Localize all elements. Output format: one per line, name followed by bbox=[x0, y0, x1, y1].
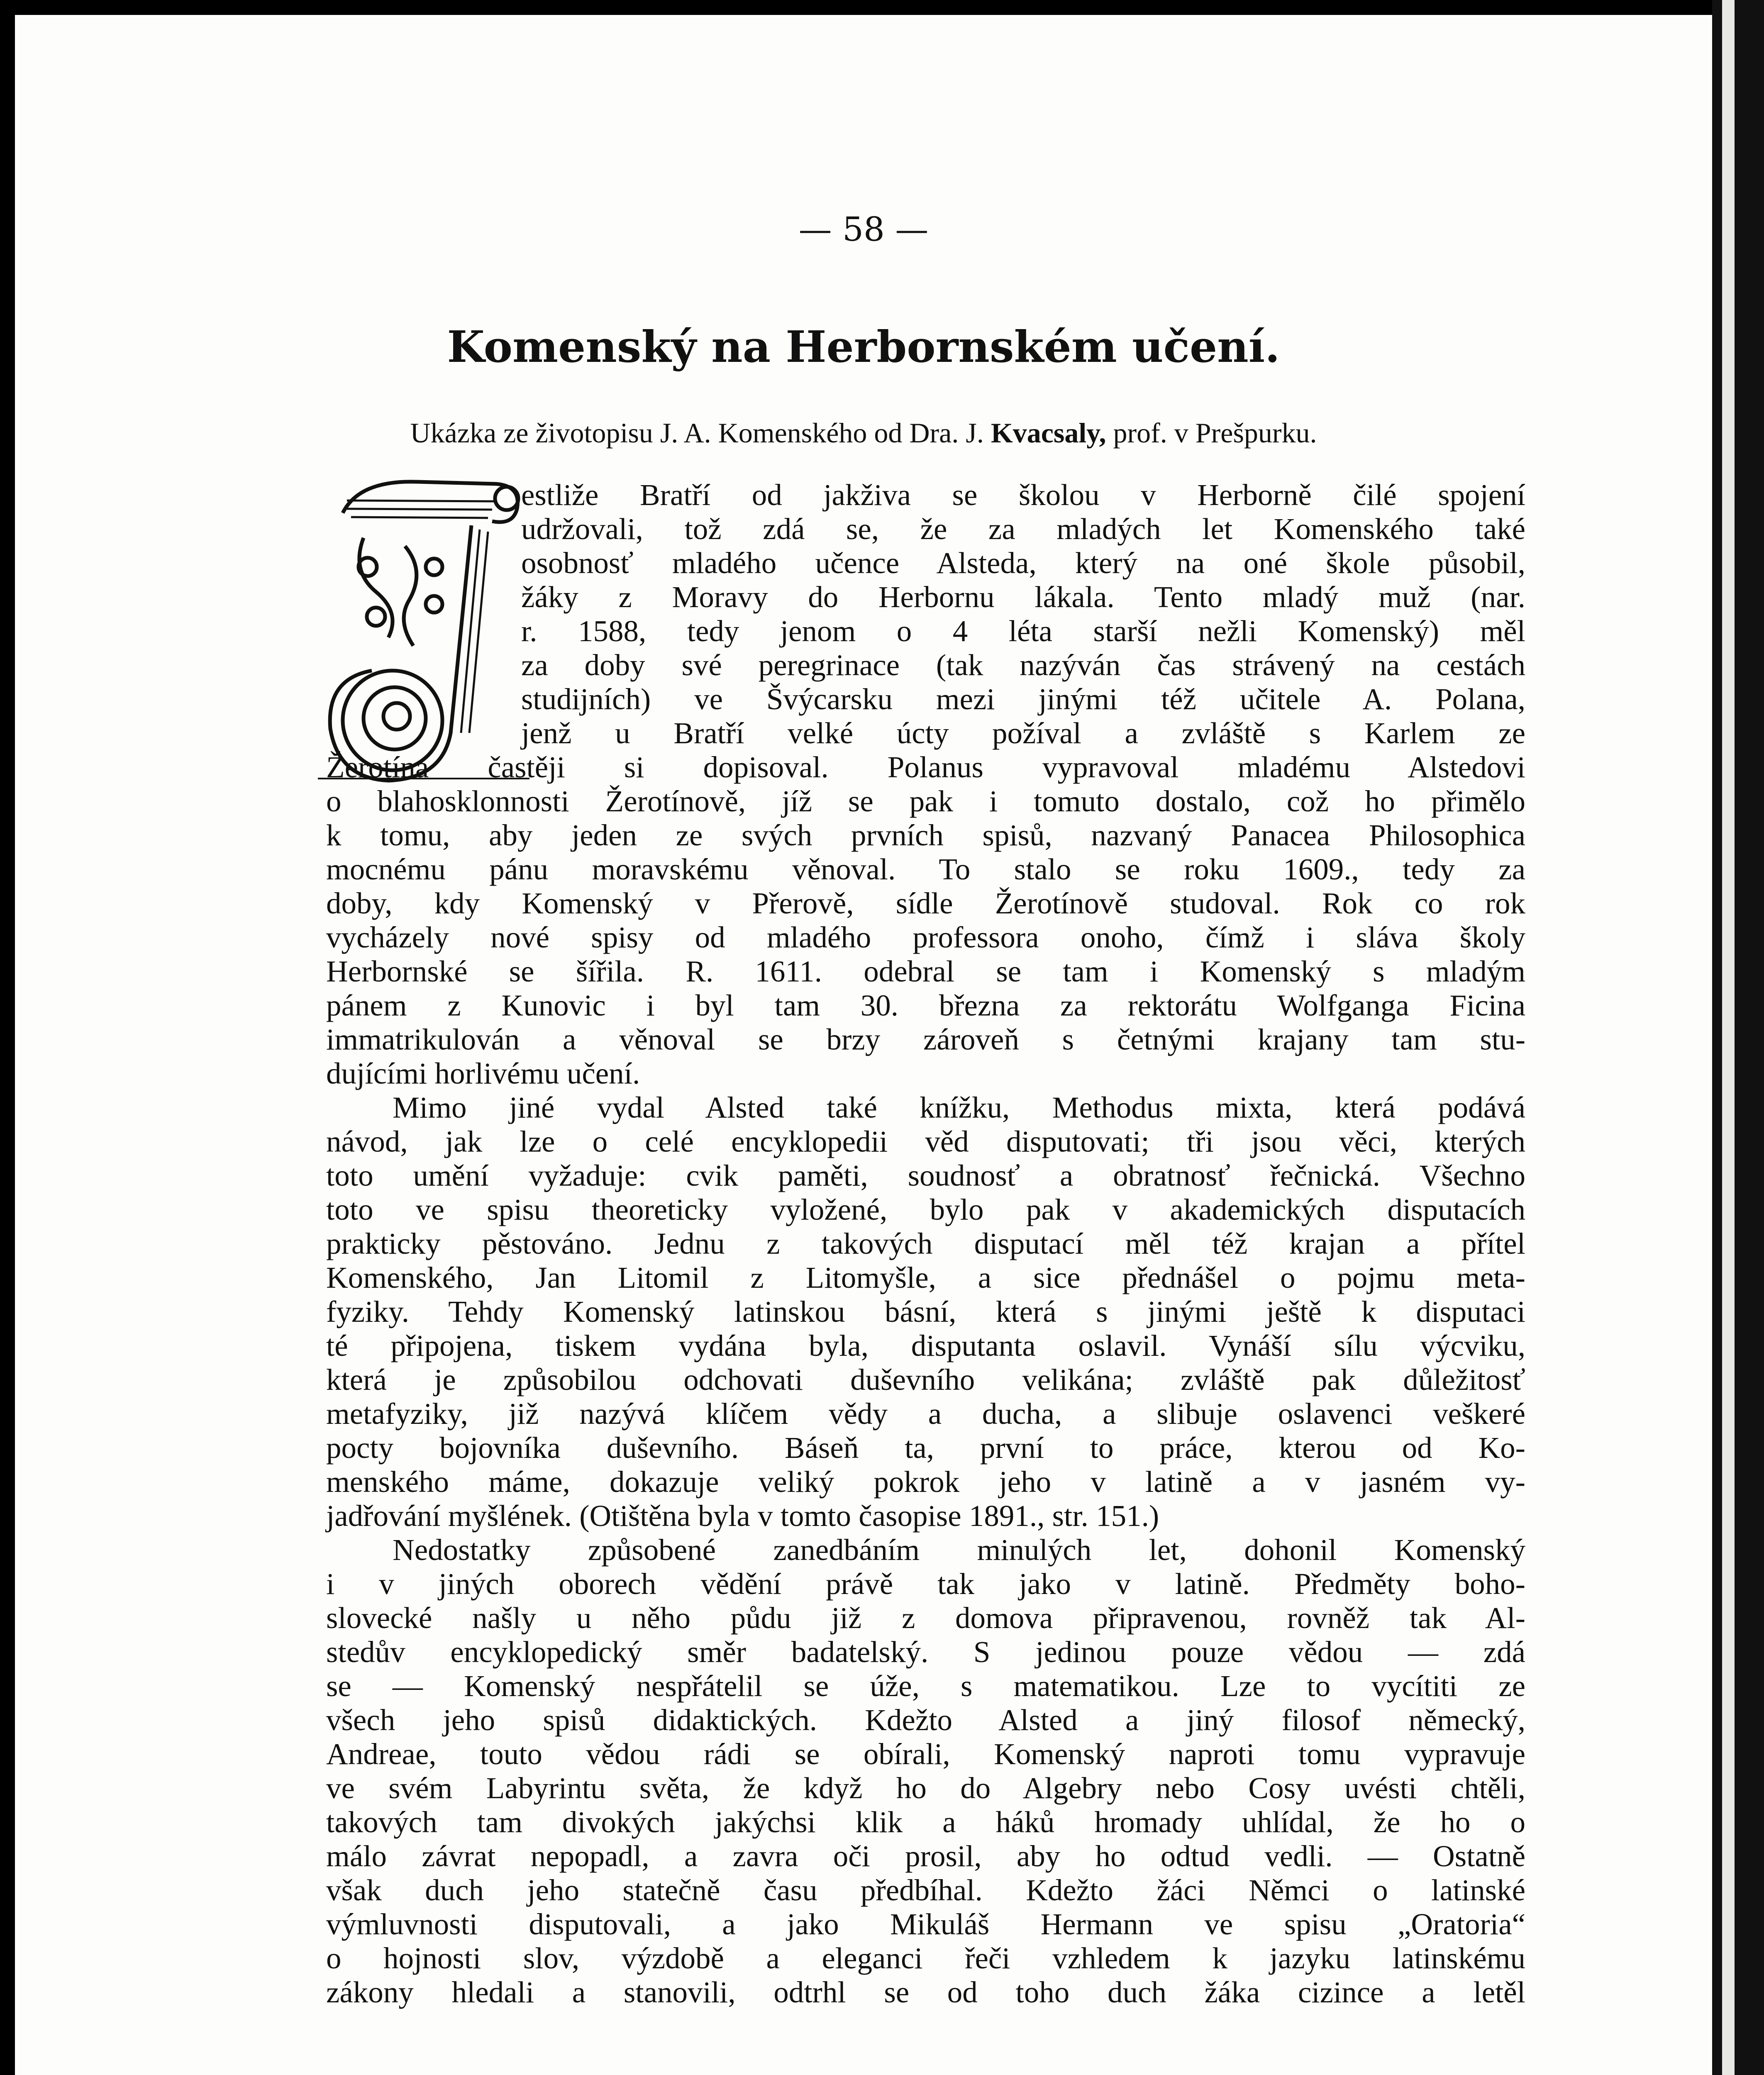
subtitle-suffix: prof. v Prešpurku. bbox=[1106, 417, 1317, 449]
subtitle-author: Kvacsaly, bbox=[991, 417, 1106, 449]
text-line: která je způsobilou odchovati duševního velikána; zvláště pak důležitosť bbox=[326, 1363, 1525, 1396]
text-line: immatrikulován a věnoval se brzy zároveň s četnými krajany tam stu- bbox=[326, 1023, 1525, 1056]
text-line: pánem z Kunovic i byl tam 30. března za rektorátu Wolfganga Ficina bbox=[326, 989, 1525, 1022]
text-line: Žerotína častěji si dopisoval. Polanus vypravoval mladému Alstedovi bbox=[326, 750, 1525, 784]
text-line: estliže Bratří od jakživa se školou v Herborně čilé spojení bbox=[521, 478, 1525, 512]
text-line: vycházely nové spisy od mladého professora onoho, čímž i sláva školy bbox=[326, 920, 1525, 954]
text-line: prakticky pěstováno. Jednu z takových disputací měl též krajan a přítel bbox=[326, 1227, 1525, 1260]
text-line: málo závrat nepopadl, a zavra oči prosil, aby ho odtud vedli. — Ostatně bbox=[326, 1839, 1525, 1873]
text-line: pocty bojovníka duševního. Báseň ta, první to práce, kterou od Ko- bbox=[326, 1431, 1525, 1465]
page-number: — 58 — bbox=[798, 210, 929, 249]
text-line: Nedostatky způsobené zanedbáním minulých let, dohonil Komenský bbox=[393, 1533, 1525, 1567]
text-line: r. 1588, tedy jenom o 4 léta starší nežli Komenský) měl bbox=[521, 614, 1525, 648]
text-line: studijních) ve Švýcarsku mezi jinými též učitele A. Polana, bbox=[521, 682, 1525, 716]
text-line: k tomu, aby jeden ze svých prvních spisů, nazvaný Panacea Philosophica bbox=[326, 818, 1525, 852]
text-line: dujícími horlivému učení. bbox=[326, 1057, 640, 1090]
text-line: o hojnosti slov, výzdobě a eleganci řeči vzhledem k jazyku latinskému bbox=[326, 1941, 1525, 1975]
text-line: Herbornské se šířila. R. 1611. odebral se tam i Komenský s mladým bbox=[326, 954, 1525, 988]
text-line: toto umění vyžaduje: cvik paměti, soudnosť a obratnosť řečnická. Všechno bbox=[326, 1159, 1525, 1192]
scan-edge-stripe bbox=[1722, 0, 1735, 2075]
text-line: zákony hledali a stanovili, odtrhl se od toho duch žáka cizince a letěl bbox=[326, 1975, 1525, 2009]
text-line: návod, jak lze o celé encyklopedii věd disputovati; tři jsou věci, kterých bbox=[326, 1125, 1525, 1158]
text-line: všech jeho spisů didaktických. Kdežto Alsted a jiný filosof německý, bbox=[326, 1703, 1525, 1737]
text-line: osobnosť mladého učence Alsteda, který na oné škole působil, bbox=[521, 546, 1525, 580]
text-line: té připojena, tiskem vydána byla, disputanta oslavil. Vynáší sílu výcviku, bbox=[326, 1329, 1525, 1362]
text-line: jadřování myšlének. (Otištěna byla v tomto časopise 1891., str. 151.) bbox=[326, 1499, 1159, 1533]
text-line: se — Komenský nespřátelil se úže, s matematikou. Lze to vycítiti ze bbox=[326, 1669, 1525, 1703]
text-line: za doby své peregrinace (tak nazýván čas strávený na cestách bbox=[521, 648, 1525, 682]
article-title: Komenský na Herbornském učení. bbox=[447, 321, 1280, 372]
document-page bbox=[15, 15, 1712, 2075]
body-text bbox=[15, 15, 1712, 2075]
text-line: fyziky. Tehdy Komenský latinskou básní, která s jinými ještě k disputaci bbox=[326, 1295, 1525, 1328]
text-line: udržovali, tož zdá se, že za mladých let Komenského také bbox=[521, 512, 1525, 546]
text-line: Komenského, Jan Litomil z Litomyšle, a sice přednášel o pojmu meta- bbox=[326, 1261, 1525, 1294]
text-line: menského máme, dokazuje veliký pokrok jeho v latině a v jasném vy- bbox=[326, 1465, 1525, 1499]
text-line: o blahosklonnosti Žerotínově, jíž se pak i tomuto dostalo, což ho přimělo bbox=[326, 784, 1525, 818]
text-line: však duch jeho statečně času předbíhal. Kdežto žáci Němci o latinské bbox=[326, 1873, 1525, 1907]
text-line: toto ve spisu theoreticky vyložené, bylo pak v akademických disputacích bbox=[326, 1193, 1525, 1226]
text-line: doby, kdy Komenský v Přerově, sídle Žerotínově studoval. Rok co rok bbox=[326, 886, 1525, 920]
text-line: výmluvnosti disputovali, a jako Mikuláš Hermann ve spisu „Oratoria“ bbox=[326, 1907, 1525, 1941]
text-line: stedův encyklopedický směr badatelský. S jedinou pouze vědou — zdá bbox=[326, 1635, 1525, 1669]
scan-edge bbox=[1712, 0, 1764, 2075]
subtitle-prefix: Ukázka ze životopisu J. A. Komenského od Dra. J. bbox=[410, 417, 991, 449]
text-line: metafyziky, již nazývá klíčem vědy a ducha, a slibuje oslavenci veškeré bbox=[326, 1397, 1525, 1431]
text-line: mocnému pánu moravskému věnoval. To stalo se roku 1609., tedy za bbox=[326, 852, 1525, 886]
text-line: jenž u Bratří velké úcty požíval a zvláště s Karlem ze bbox=[521, 716, 1525, 750]
text-line: i v jiných oborech vědění právě tak jako v latině. Předměty boho- bbox=[326, 1567, 1525, 1601]
text-line: žáky z Moravy do Herbornu lákala. Tento mladý muž (nar. bbox=[521, 580, 1525, 614]
text-line: Mimo jiné vydal Alsted také knížku, Methodus mixta, která podává bbox=[393, 1091, 1525, 1124]
text-line: slovecké našly u něho půdu již z domova připravenou, rovněž tak Al- bbox=[326, 1601, 1525, 1635]
text-line: Andreae, touto vědou rádi se obírali, Komenský naproti tomu vypravuje bbox=[326, 1737, 1525, 1771]
text-line: ve svém Labyrintu světa, že když ho do Algebry nebo Cosy uvésti chtěli, bbox=[326, 1771, 1525, 1805]
text-line: takových tam divokých jakýchsi klik a háků hromady uhlídal, že ho o bbox=[326, 1805, 1525, 1839]
